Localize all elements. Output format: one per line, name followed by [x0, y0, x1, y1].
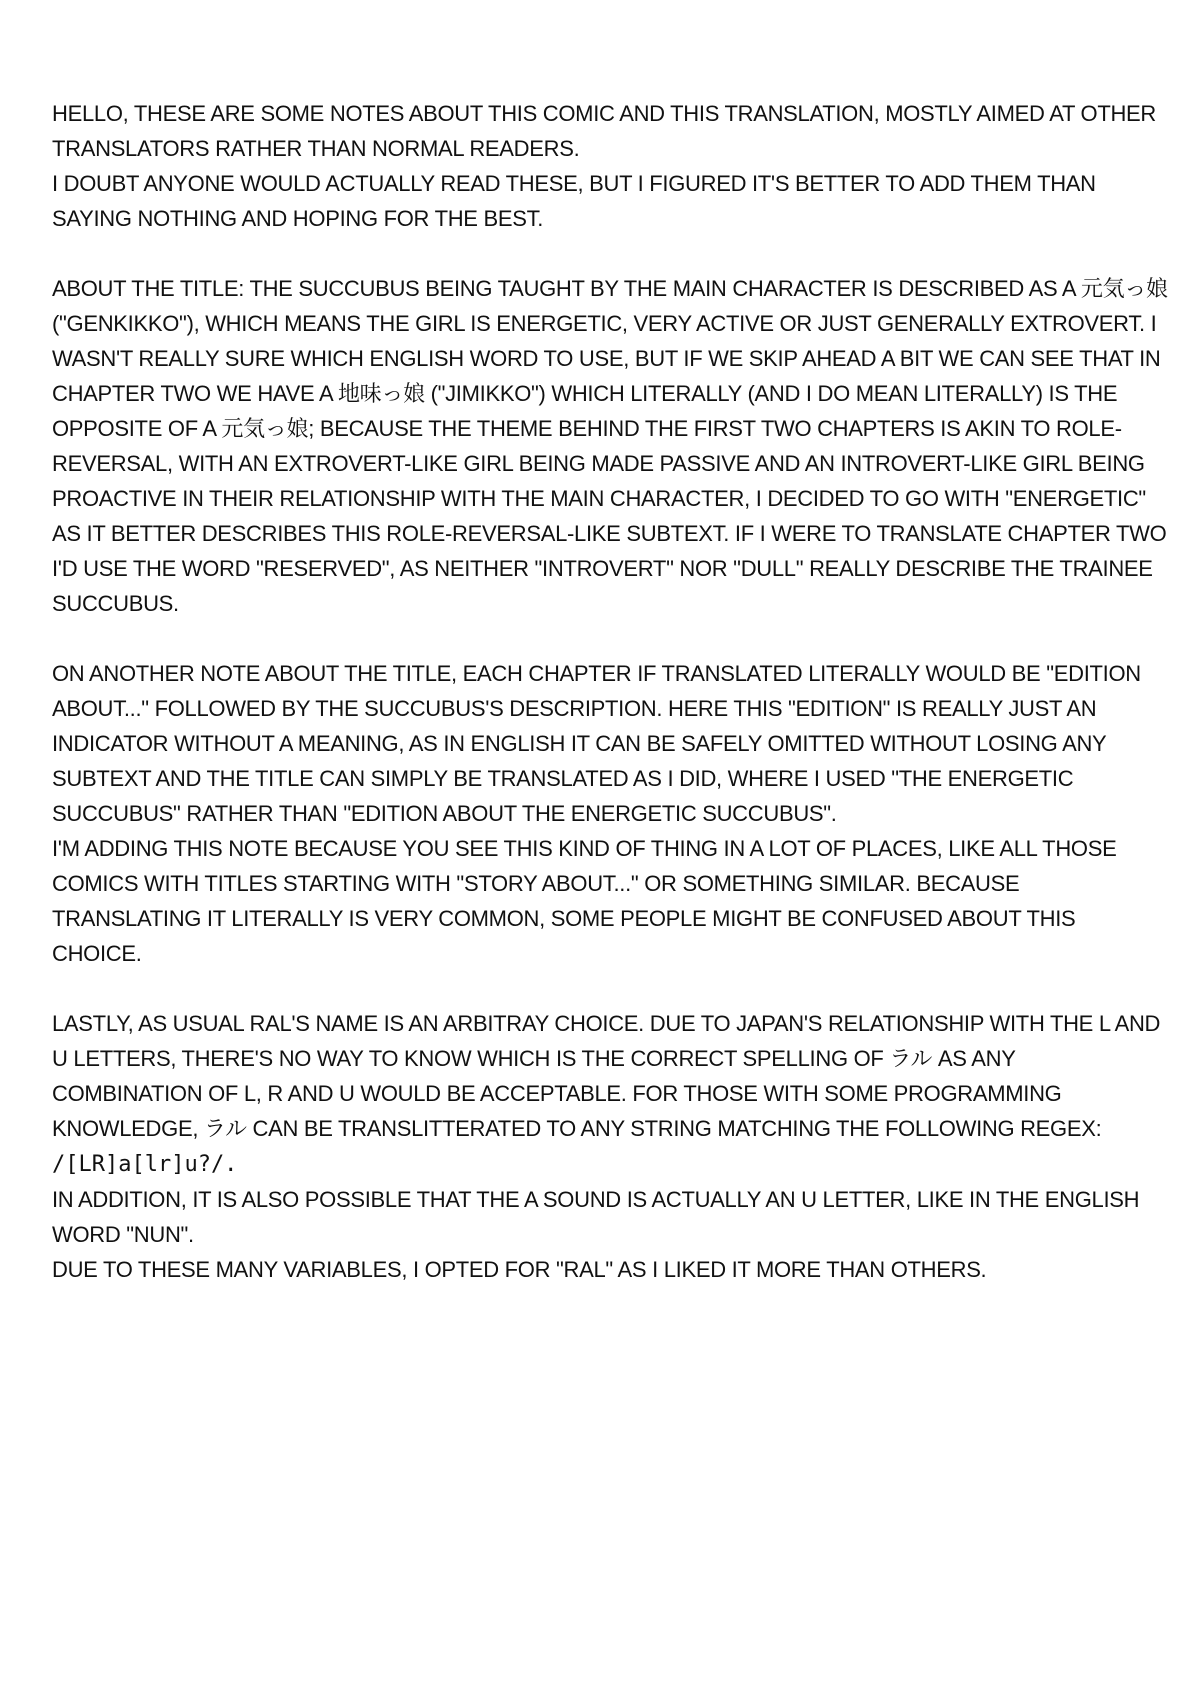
regex-code: /[LR]a[lr]u?/. — [52, 1152, 238, 1177]
name-note-paragraph-3: DUE TO THESE MANY VARIABLES, I OPTED FOR "RAL" AS I LIKED IT MORE THAN OTHERS. — [52, 1257, 987, 1282]
paragraph-gap — [52, 971, 1170, 1006]
title-note-paragraph-1: ABOUT THE TITLE: THE SUCCUBUS BEING TAUGHT BY THE MAIN CHARACTER IS DESCRIBED AS A 元気っ娘 ("GENKIKKO"), WHICH MEANS THE GIRL IS ENERGETIC, VERY ACTIVE OR JUST GENERALLY EXTROVERT. I WASN'T REALLY SURE WHICH ENGLISH WORD TO USE, BUT IF WE SKIP AHEAD A BIT WE CAN SEE THAT IN CHAPTER TWO WE HAVE A 地味っ娘 ("JIMIKKO") WHICH LITERALLY (AND I DO MEAN LITERALLY) IS THE OPPOSITE OF A 元気っ娘; BECAUSE THE THEME BEHIND THE FIRST TWO CHAPTERS IS AKIN TO ROLE-REVERSAL, WITH AN EXTROVERT-LIKE GIRL BEING MADE PASSIVE AND AN INTROVERT-LIKE GIRL BEING PROACTIVE IN THEIR RELATIONSHIP WITH THE MAIN CHARACTER, I DECIDED TO GO WITH "ENERGETIC" AS IT BETTER DESCRIBES THIS ROLE-REVERSAL-LIKE SUBTEXT. IF I WERE TO TRANSLATE CHAPTER TWO I'D USE THE WORD "RESERVED", AS NEITHER "INTROVERT" NOR "DULL" REALLY DESCRIBE THE TRAINEE SUCCUBUS. — [52, 276, 1168, 616]
title-note-paragraph-2: ON ANOTHER NOTE ABOUT THE TITLE, EACH CHAPTER IF TRANSLATED LITERALLY WOULD BE "EDITION ABOUT..." FOLLOWED BY THE SUCCUBUS'S DESCRIPTION. HERE THIS "EDITION" IS REALLY JUST AN INDICATOR WITHOUT A MEANING, AS IN ENGLISH IT CAN BE SAFELY OMITTED WITHOUT LOSING ANY SUBTEXT AND THE TITLE CAN SIMPLY BE TRANSLATED AS I DID, WHERE I USED "THE ENERGETIC SUCCUBUS" RATHER THAN "EDITION ABOUT THE ENERGETIC SUCCUBUS". — [52, 661, 1141, 826]
name-note-paragraph-2: IN ADDITION, IT IS ALSO POSSIBLE THAT THE A SOUND IS ACTUALLY AN U LETTER, LIKE IN THE ENGLISH WORD "NUN". — [52, 1187, 1140, 1247]
name-note-paragraph-1 — [52, 1006, 1170, 1182]
paragraph-gap — [52, 621, 1170, 656]
translator-notes-page — [52, 96, 1170, 1287]
intro-paragraph-1: HELLO, THESE ARE SOME NOTES ABOUT THIS COMIC AND THIS TRANSLATION, MOSTLY AIMED AT OTHER TRANSLATORS RATHER THAN NORMAL READERS. — [52, 101, 1157, 161]
name-note-text: LASTLY, AS USUAL RAL'S NAME IS AN ARBITRAY CHOICE. DUE TO JAPAN'S RELATIONSHIP WITH THE L AND U LETTERS, THERE'S NO WAY TO KNOW WHICH IS THE CORRECT SPELLING OF ラル AS ANY COMBINATION OF L, R AND U WOULD BE ACCEPTABLE. FOR THOSE WITH SOME PROGRAMMING KNOWLEDGE, ラル CAN BE TRANSLITTERATED TO ANY STRING MATCHING THE FOLLOWING REGEX: — [52, 1011, 1161, 1141]
paragraph-gap — [52, 236, 1170, 271]
intro-paragraph-2: I DOUBT ANYONE WOULD ACTUALLY READ THESE, BUT I FIGURED IT'S BETTER TO ADD THEM THAN SAYING NOTHING AND HOPING FOR THE BEST. — [52, 171, 1096, 231]
title-note-paragraph-3: I'M ADDING THIS NOTE BECAUSE YOU SEE THIS KIND OF THING IN A LOT OF PLACES, LIKE ALL THOSE COMICS WITH TITLES STARTING WITH "STORY ABOUT..." OR SOMETHING SIMILAR. BECAUSE TRANSLATING IT LITERALLY IS VERY COMMON, SOME PEOPLE MIGHT BE CONFUSED ABOUT THIS CHOICE. — [52, 836, 1117, 966]
